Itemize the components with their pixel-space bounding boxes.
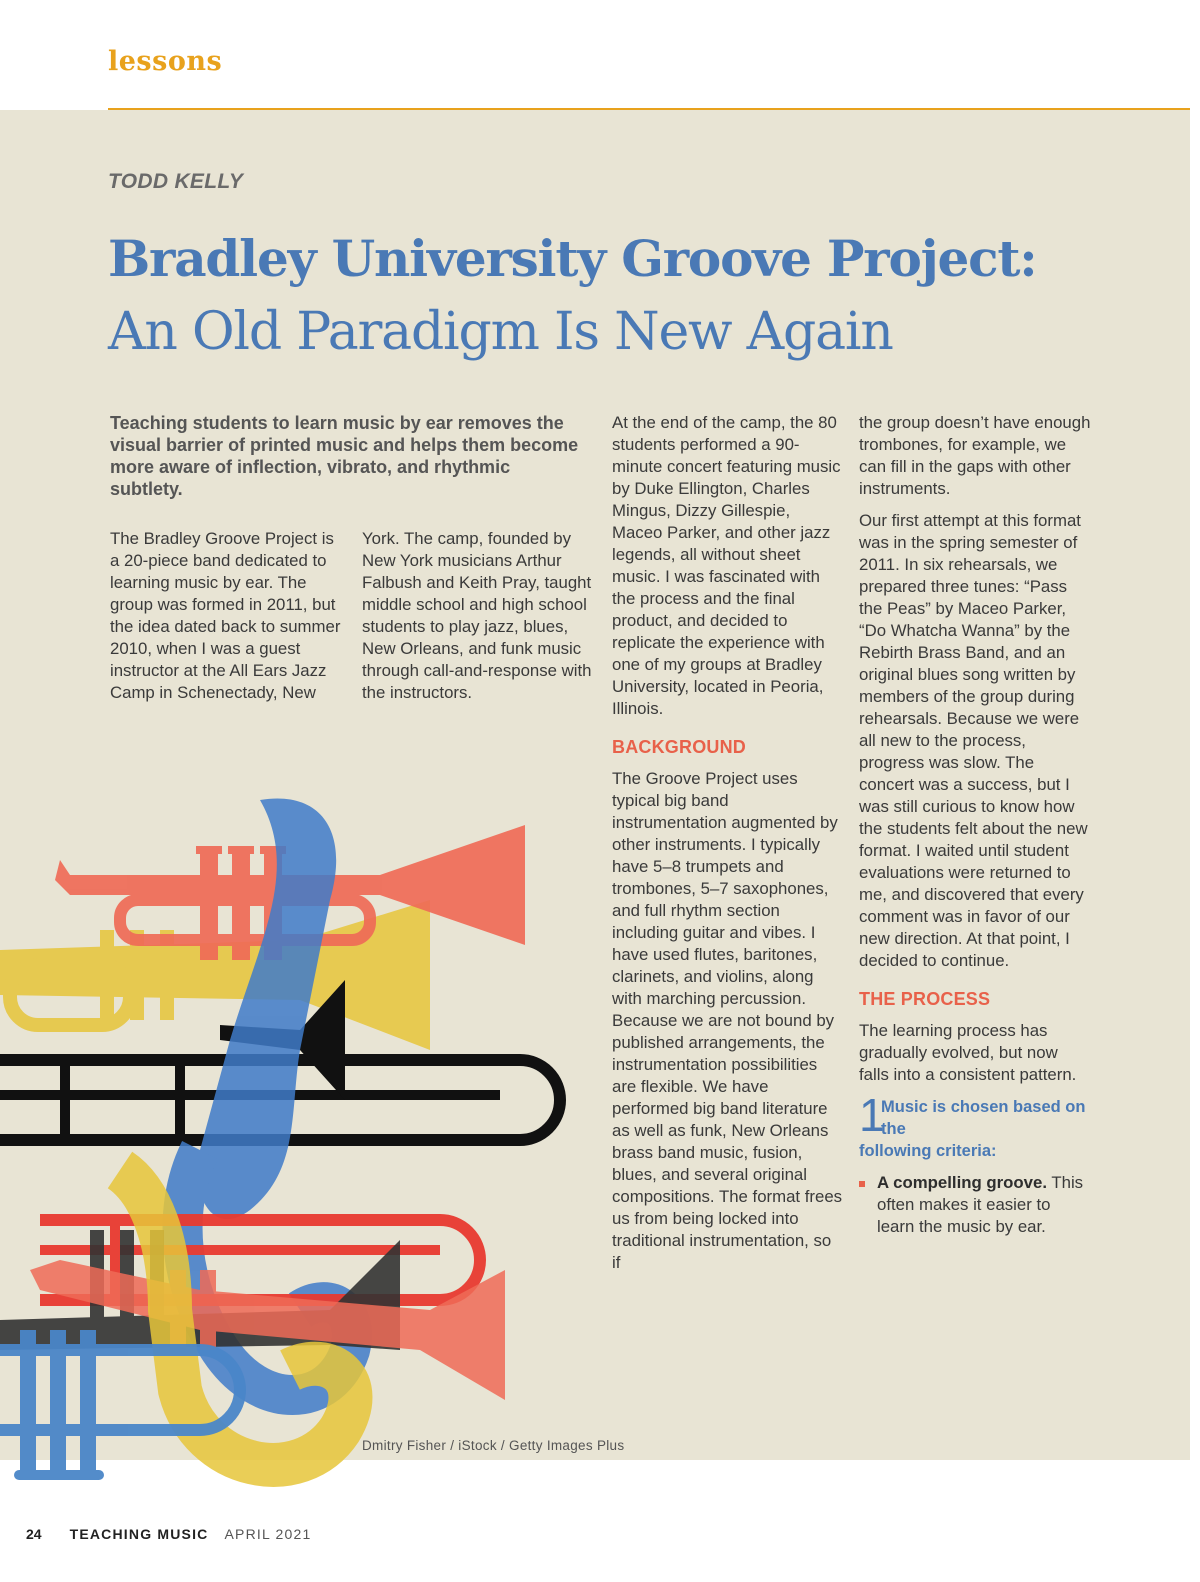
paragraph: York. The camp, founded by New York musicians Arthur Falbush and Keith Pray, taught middle school and high school students to play jazz, blues, New Orleans, and funk music through call-and-response with the instructors. xyxy=(362,529,592,702)
subhead-process: THE PROCESS xyxy=(859,989,991,1009)
author-byline: TODD KELLY xyxy=(108,170,244,193)
body-column-2 xyxy=(362,528,594,714)
bullet-body: This often makes it easier to learn the music by ear. xyxy=(877,1173,1084,1236)
body-column-1 xyxy=(110,528,342,714)
paragraph: The Bradley Groove Project is a 20-piece band dedicated to learning music by ear. The group was formed in 2011, but the idea dated back to summer 2010, when I was a guest instructor at the All Ears Jazz Camp in Schenectady, New xyxy=(110,529,341,702)
image-credit: Dmitry Fisher / iStock / Getty Images Plus xyxy=(362,1438,625,1453)
publication-name: TEACHING MUSIC xyxy=(69,1526,209,1542)
section-label: lessons xyxy=(108,46,223,77)
article-deck: Teaching students to learn music by ear removes the visual barrier of printed music and helps them become more aware of inflection, vibrato, and rhythmic subtlety. xyxy=(110,413,579,499)
subhead-background: BACKGROUND xyxy=(612,737,746,757)
numbered-step xyxy=(859,1089,1091,1141)
bullet-text xyxy=(877,1172,1091,1238)
body-column-4 xyxy=(859,412,1091,1238)
page-footer xyxy=(26,1526,311,1542)
paragraph: The Groove Project uses typical big band instrumentation augmented by other instruments. I typically have 5–8 trumpets and trombones, 5–7 saxophones, and full rhythm section including guitar and vibes. I have used flutes, baritones, clarinets, and violins, along with marching percussion. Because we are not bound by published arrangements, the instrumentation possibilities are flexible. We have performed big band literature as well as funk, New Orleans brass band music, fusion, blues, and several original compositions. The format frees us from being locked into traditional instrumentation, so if xyxy=(612,769,843,1272)
step-number: 1 xyxy=(859,1089,885,1141)
paragraph: the group doesn’t have enough trombones, for example, we can fill in the gaps with other instruments. xyxy=(859,413,1091,498)
bullet-item xyxy=(859,1172,1091,1238)
bullet-bold: A compelling groove. xyxy=(877,1173,1048,1192)
article-title: Bradley University Groove Project: xyxy=(108,229,1037,288)
body-column-3 xyxy=(612,412,844,1284)
issue-date: APRIL 2021 xyxy=(224,1526,312,1542)
step-text-continued: following criteria: xyxy=(859,1142,997,1160)
paragraph: At the end of the camp, the 80 students performed a 90-minute concert featuring music by Duke Ellington, Charles Mingus, Dizzy Gillespie, Maceo Parker, and other jazz legends, all without sheet music. I was fascinated with the process and the final product, and decided to replicate the experience with one of my groups at Bradley University, located in Peoria, Illinois. xyxy=(612,413,841,718)
article-subtitle: An Old Paradigm Is New Again xyxy=(108,302,893,362)
page-number: 24 xyxy=(26,1526,42,1542)
brass-instruments-illustration xyxy=(0,790,590,1510)
paragraph: The learning process has gradually evolved, but now falls into a consistent pattern. xyxy=(859,1021,1077,1084)
paragraph: Our first attempt at this format was in the spring semester of 2011. In six rehearsals, we prepared three tunes: “Pass the Peas” by Maceo Parker, “Do Whatcha Wanna” by the Rebirth Brass Band, and an original blues song written by members of the group during rehearsals. Because we were all new to the process, progress was slow. The concert was a success, but I was still curious to know how the students felt about the new format. I waited until student evaluations were returned to me, and discovered that every comment was in favor of our new direction. At that point, I decided to continue. xyxy=(859,511,1088,970)
step-text: Music is chosen based on the xyxy=(881,1098,1086,1138)
bullet-square-icon xyxy=(859,1181,865,1187)
